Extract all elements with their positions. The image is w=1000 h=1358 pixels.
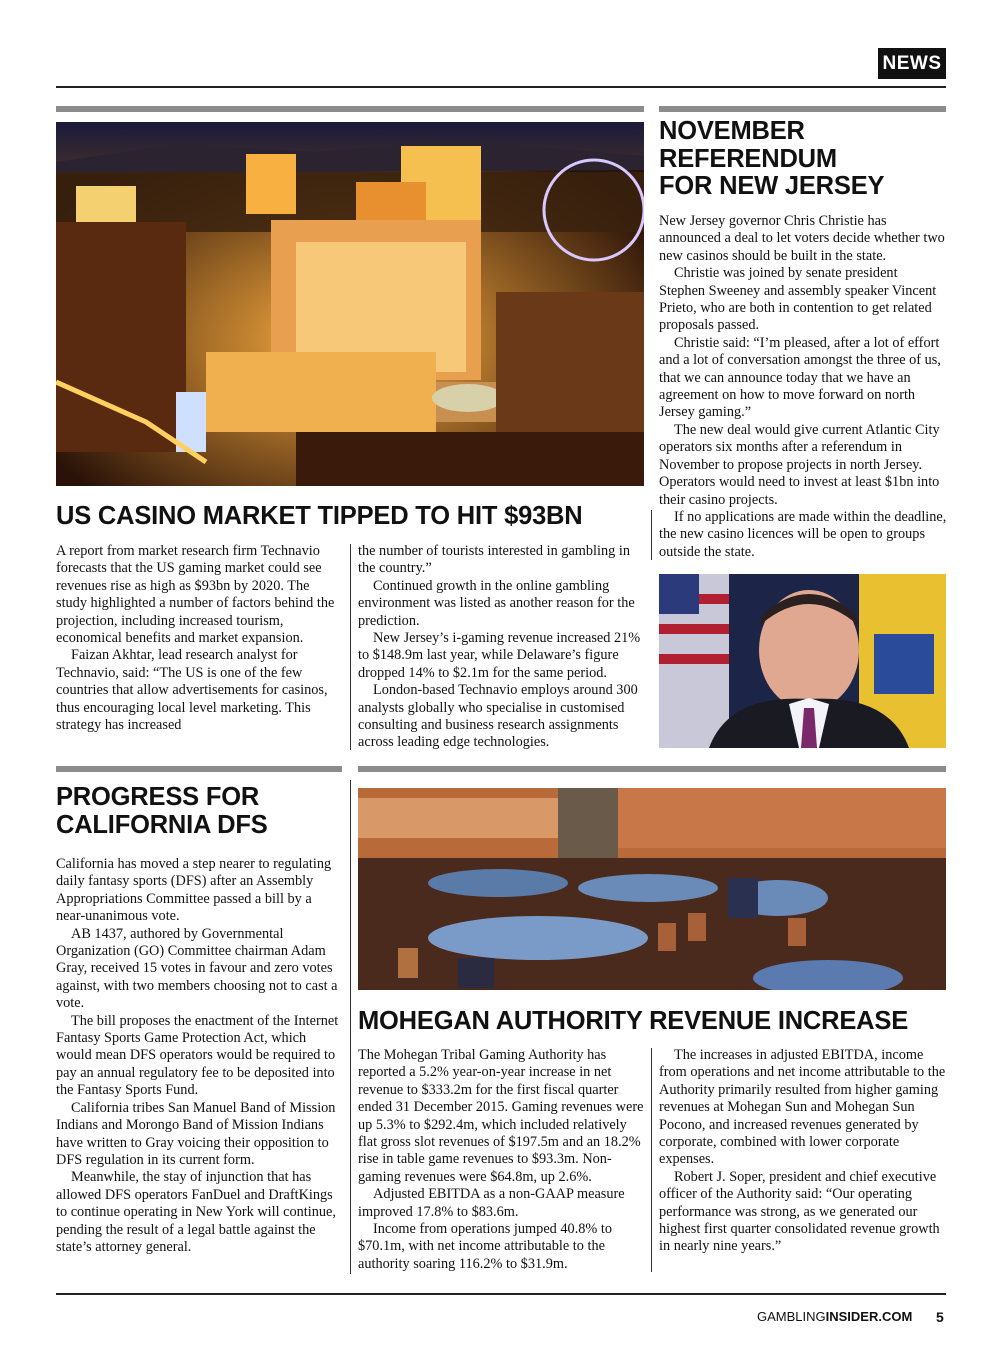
us-headline: US CASINO MARKET TIPPED TO HIT $93BN: [56, 502, 583, 530]
chris-christie-photo: [659, 574, 946, 748]
us-body-col-1: [56, 543, 342, 734]
nj-paragraph-1: New Jersey governor Chris Christie has announced a deal to let voters decide whether two new casinos should be built in the state.: [659, 213, 945, 264]
footer-site-prefix: GAMBLING: [757, 1309, 826, 1324]
poker-room-illustration: [358, 788, 946, 990]
ca-body: [56, 856, 344, 1256]
nj-paragraph-5: If no applications are made within the deadline, the new casino licences will be open to groups outside the state.: [659, 508, 947, 560]
divider-bar: [56, 766, 342, 772]
us-paragraph-3: the number of tourists interested in gambling in the country.”: [358, 543, 630, 577]
ca-headline: [56, 784, 346, 839]
section-label: NEWS: [878, 48, 946, 79]
divider-bar: [659, 106, 946, 112]
nj-headline: [659, 118, 949, 201]
mohegan-headline: MOHEGAN AUTHORITY REVENUE INCREASE: [358, 1007, 909, 1035]
bottom-rule: [56, 1293, 946, 1295]
mohegan-paragraph-2: Adjusted EBITDA as a non-GAAP measure improved 17.8% to $83.6m.: [358, 1186, 625, 1220]
las-vegas-strip-photo: [56, 122, 644, 486]
nj-body: [659, 213, 947, 561]
ca-paragraph-1: California has moved a step nearer to regulating daily fantasy sports (DFS) after an Assembly Appropriations Committee passed a bill by a near-unanimous vote.: [56, 856, 332, 925]
us-paragraph-6: London-based Technavio employs around 300 analysts globally who specialise in customised consulting and business research assignments across leading edge technologies.: [358, 682, 638, 751]
ca-headline-line-2: CALIFORNIA DFS: [56, 810, 268, 839]
column-divider: [651, 1048, 652, 1272]
nj-paragraph-2: Christie was joined by senate president Stephen Sweeney and assembly speaker Vincent Prieto, who are both in contention to get related proposals passed.: [659, 265, 937, 334]
page-number: 5: [936, 1309, 944, 1325]
footer-site: [757, 1309, 927, 1324]
nj-paragraph-4: The new deal would give current Atlantic City operators six months after a referendum in November to propose projects in north Jersey. Operators would need to invest at least $1bn into their casino projects.: [659, 421, 940, 508]
us-paragraph-4: Continued growth in the online gambling environment was listed as another reason for the prediction.: [358, 577, 635, 629]
us-body-col-2: [358, 543, 646, 752]
ca-paragraph-5: Meanwhile, the stay of injunction that has allowed DFS operators FanDuel and DraftKings to continue operating in New York will continue, pending the result of a legal battle against the state’s attorney general.: [56, 1169, 336, 1255]
column-divider: [350, 544, 351, 750]
nj-headline-line-2: REFERENDUM: [659, 144, 837, 173]
portrait-illustration: [659, 574, 946, 748]
poker-room-photo: [358, 788, 946, 990]
las-vegas-illustration: [56, 122, 644, 486]
nj-headline-line-1: NOVEMBER: [659, 117, 805, 145]
column-divider: [651, 510, 652, 560]
footer-site-bold: INSIDER: [825, 1309, 879, 1324]
us-paragraph-2: Faizan Akhtar, lead research analyst for Technavio, said: “The US is one of the few countries that allow advertisements for casinos, thus encouraging local level marketing. This strategy has increased: [56, 647, 328, 734]
ca-paragraph-2: AB 1437, authored by Governmental Organization (GO) Committee chairman Adam Gray, received 15 votes in favour and zero votes against, with two members choosing not to cast a vote.: [56, 925, 338, 1012]
mohegan-paragraph-4: The increases in adjusted EBITDA, income from operations and net income attributable to the Authority primarily resulted from higher gaming revenues at Mohegan Sun and Mohegan Sun Pocono, and increased revenues generated by corporate, combined with lower corporate expenses.: [659, 1047, 946, 1168]
us-paragraph-1: A report from market research firm Technavio forecasts that the US gaming market could see revenues rise as high as $93bn by 2020. The study highlighted a number of factors behind the projection, including increased tourism, economical benefits and market expansion.: [56, 543, 335, 647]
ca-paragraph-3: The bill proposes the enactment of the Internet Fantasy Sports Game Protection Act, which would mean DFS operators would be required to pay an annual regulatory fee to be deposited into the Fantasy Sports Fund.: [56, 1012, 339, 1099]
ca-paragraph-4: California tribes San Manuel Band of Mission Indians and Morongo Band of Mission Indians have written to Gray voicing their opposition to DFS regulation in its current form.: [56, 1099, 336, 1168]
mohegan-paragraph-3: Income from operations jumped 40.8% to $70.1m, with net income attributable to the authority soaring 116.2% to $31.9m.: [358, 1221, 613, 1272]
nj-headline-line-3: FOR NEW JERSEY: [659, 172, 885, 200]
ca-headline-line-1: PROGRESS FOR: [56, 783, 260, 811]
mohegan-body-col-2: [659, 1047, 947, 1256]
column-divider: [350, 780, 351, 1274]
divider-bar: [56, 106, 644, 112]
footer-site-suffix: .COM: [878, 1309, 913, 1324]
divider-bar: [358, 766, 946, 772]
nj-paragraph-3: Christie said: “I’m pleased, after a lot of effort and a lot of conversation amongst the three of us, that we can announce today that we have an agreement on how to move forward on north Jersey gaming.”: [659, 334, 941, 421]
mohegan-body-col-1: [358, 1047, 646, 1273]
top-rule: [56, 86, 946, 88]
mohegan-paragraph-5: Robert J. Soper, president and chief executive officer of the Authority said: “Our operating performance was strong, as we generated our highest first quarter consolidated revenue growth in nearly nine years.”: [659, 1168, 940, 1255]
mohegan-paragraph-1: The Mohegan Tribal Gaming Authority has reported a 5.2% year-on-year increase in net revenue to $333.2m for the first fiscal quarter ended 31 December 2015. Gaming revenues were up 5.3% to $292.4m, which included relatively flat gross slot revenues of $197.5m and an 18.2% rise in table game revenues to $93.3m. Non-gaming revenues were $64.8m, up 2.6%.: [358, 1047, 644, 1185]
us-paragraph-5: New Jersey’s i-gaming revenue increased 21% to $148.9m last year, while Delaware’s figure dropped 14% to $2.1m for the same period.: [358, 630, 641, 681]
